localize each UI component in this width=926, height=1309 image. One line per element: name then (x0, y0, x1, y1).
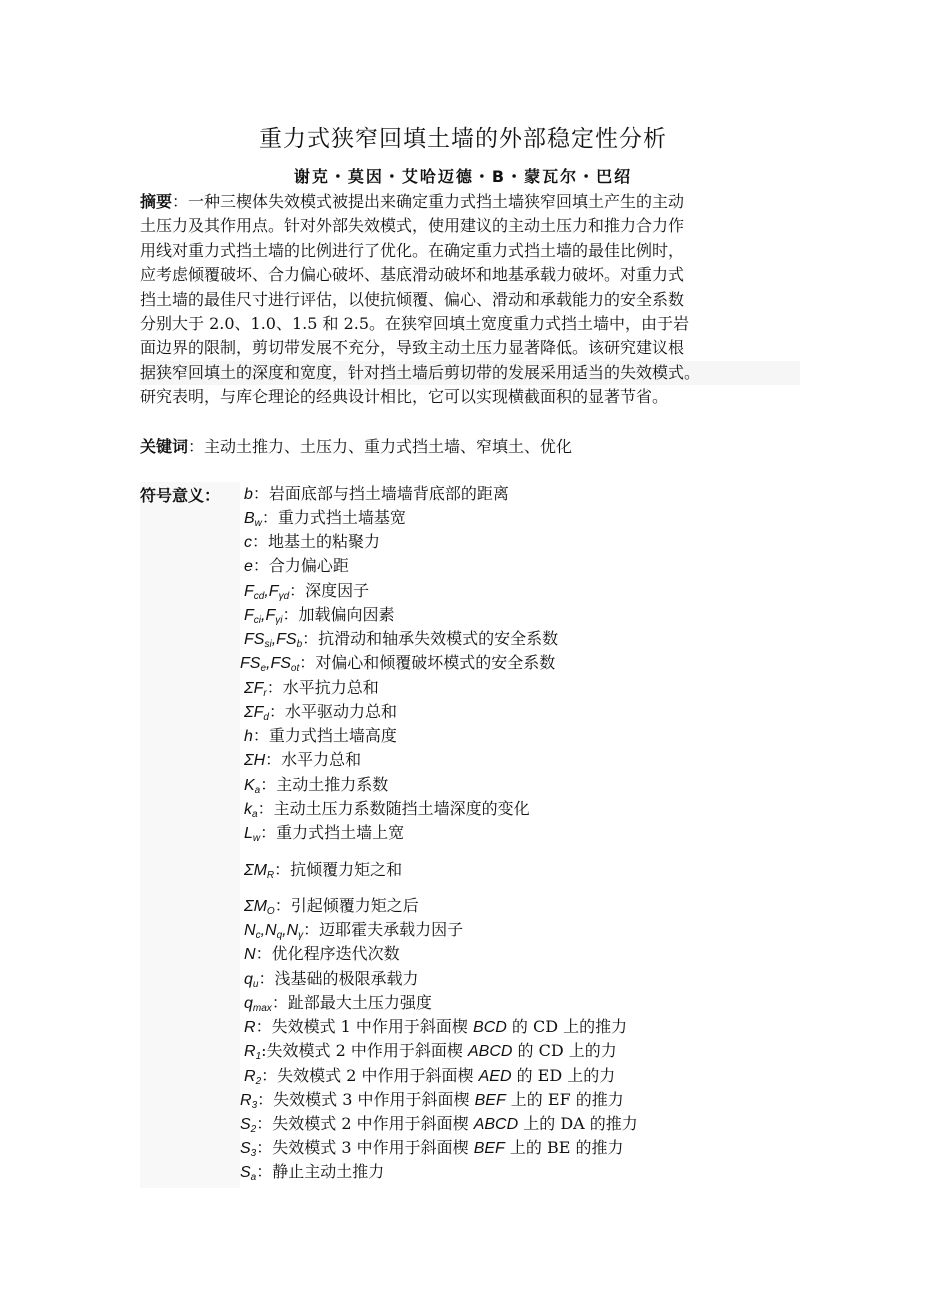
symbol-separator: ： (256, 1162, 273, 1181)
symbol-subscript: q (276, 930, 283, 941)
symbol-subscript: a (252, 809, 258, 820)
symbol-row (244, 918, 463, 942)
symbol-variable: b (244, 486, 253, 503)
symbol-variable: ,FS (271, 631, 297, 648)
symbol-separator: ： (257, 1090, 274, 1109)
symbol-column-shade (140, 482, 240, 1188)
symbol-subscript: w (252, 833, 261, 844)
symbol-row (244, 967, 419, 991)
symbol-definition: 水平力总和 (281, 750, 362, 769)
symbol-variable: ΣH (244, 752, 266, 769)
abstract-line: 研究表明，与库仑理论的经典设计相比，它可以实现横截面积的显著节省。 (140, 387, 669, 407)
symbol-subscript: a (254, 785, 261, 796)
symbol-subscript: d (263, 712, 269, 723)
symbol-separator: ： (255, 1017, 272, 1036)
symbol-variable: F (244, 607, 254, 624)
symbol-definition: 失效模式 3 中作用于斜面楔 BEF 上的 EF 的推力 (273, 1090, 624, 1109)
symbol-definition: 抗滑动和轴承失效模式的安全系数 (318, 629, 559, 648)
wedge-label: AED (478, 1068, 512, 1085)
symbol-separator: ： (274, 896, 291, 915)
abstract-colon: ： (172, 192, 189, 211)
symbol-separator: : (261, 1041, 267, 1060)
symbol-variable: R (244, 1068, 256, 1085)
abstract-label: 摘要 (140, 192, 173, 211)
symbol-variable: ,N (260, 922, 277, 939)
symbol-variable: K (244, 777, 255, 794)
symbol-row (244, 603, 395, 627)
abstract-text: 一种三楔体失效模式被提出来确定重力式挡土墙狭窄回填土产生的主动 (188, 192, 685, 211)
symbol-variable: R (244, 1043, 256, 1060)
symbol-separator: ： (261, 1066, 278, 1085)
symbol-separator: ： (256, 1114, 273, 1133)
symbol-variable: L (244, 825, 253, 842)
symbol-row (244, 748, 361, 772)
symbol-variable: ΣF (244, 680, 264, 697)
symbol-variable: ,N (282, 922, 299, 939)
abstract-line: 用线对重力式挡土墙的比例进行了优化。在确定重力式挡土墙的最佳比例时， (140, 240, 685, 260)
symbol-row (244, 1039, 617, 1063)
symbol-definition: 重力式挡土墙基宽 (277, 508, 406, 527)
symbol-row (244, 1064, 615, 1088)
symbol-subscript: ci (253, 615, 262, 626)
symbol-row (244, 700, 397, 724)
symbol-subscript: γ (298, 930, 304, 941)
symbol-definition: 失效模式 3 中作用于斜面楔 BEF 上的 BE 的推力 (272, 1138, 624, 1157)
symbol-subscript: c (255, 930, 261, 941)
symbol-variable: h (244, 728, 253, 745)
symbol-subscript: γd (278, 591, 290, 602)
symbol-variable: FS (244, 631, 265, 648)
symbol-subscript: e (260, 663, 267, 674)
abstract-line: 分别大于 2.0、1.0、1.5 和 2.5。在狭窄回填土宽度重力式挡土墙中，由于岩 (140, 314, 690, 334)
symbol-definition: 引起倾覆力矩之后 (290, 896, 419, 915)
symbol-subscript: si (264, 639, 272, 650)
paper-title: 重力式狭窄回填土墙的外部稳定性分析 (259, 126, 667, 152)
symbol-variable: q (244, 971, 253, 988)
wedge-label: ABCD (467, 1043, 513, 1060)
symbol-variable: R (244, 1019, 256, 1036)
abstract-section (140, 190, 800, 410)
wedge-label: BEF (473, 1140, 505, 1157)
symbol-definition: 重力式挡土墙高度 (268, 726, 397, 745)
keywords-colon: ： (188, 437, 205, 456)
symbol-row (244, 676, 379, 700)
symbol-definition: 抗倾覆力矩之和 (290, 860, 403, 879)
symbol-row (244, 991, 432, 1015)
keywords-section (140, 434, 572, 457)
symbol-variable: ΣF (244, 704, 264, 721)
symbol-subscript: 2 (255, 1076, 262, 1087)
symbol-variable: c (244, 534, 252, 551)
symbol-subscript: 1 (255, 1051, 262, 1062)
symbol-separator: ： (252, 726, 269, 745)
abstract-line: 应考虑倾覆破坏、合力偏心破坏、基底滑动破坏和地基承载力破坏。对重力式 (140, 265, 685, 285)
symbol-row (244, 894, 419, 918)
abstract-line: 土压力及其作用点。针对外部失效模式，使用建议的主动土压力和推力合力作 (140, 216, 685, 236)
symbol-row (244, 821, 404, 845)
wedge-label: BCD (473, 1019, 507, 1036)
symbol-separator: ： (266, 678, 283, 697)
symbol-definition: 迈耶霍夫承载力因子 (319, 920, 464, 939)
symbol-row (240, 1088, 624, 1112)
symbol-separator: ： (260, 775, 277, 794)
symbol-separator: ： (256, 1138, 273, 1157)
symbol-separator: ： (252, 484, 269, 503)
symbol-separator: ： (255, 944, 272, 963)
symbol-definition: 失效模式 2 中作用于斜面楔 AED 的 ED 上的力 (277, 1066, 616, 1085)
symbol-subscript: ot (290, 663, 300, 674)
symbol-subscript: R (266, 870, 275, 881)
symbol-separator: ： (265, 750, 282, 769)
symbol-row (244, 506, 406, 530)
symbol-definition: 失效模式 2 中作用于斜面楔 ABCD 的 CD 上的力 (266, 1041, 617, 1060)
symbol-variable: e (244, 558, 253, 575)
symbol-row (244, 627, 558, 651)
symbol-separator: ： (260, 823, 277, 842)
symbol-subscript: b (296, 639, 303, 650)
symbol-variable: N (244, 922, 256, 939)
symbol-definition: 主动土压力系数随挡土墙深度的变化 (273, 799, 530, 818)
symbol-separator: ： (252, 556, 269, 575)
symbol-variable: R (240, 1092, 252, 1109)
symbol-row (244, 482, 509, 506)
symbol-row (244, 942, 400, 966)
wedge-label: BEF (474, 1092, 506, 1109)
symbol-row (240, 1112, 638, 1136)
wedge-label: ABCD (473, 1116, 519, 1133)
symbol-definition: 加载偏向因素 (298, 605, 395, 624)
symbol-definition: 静止主动土推力 (272, 1162, 385, 1181)
symbols-label: 符号意义： (140, 486, 221, 505)
symbol-definition: 优化程序迭代次数 (271, 944, 400, 963)
symbol-definition: 岩面底部与挡土墙墙背底部的距离 (268, 484, 509, 503)
symbol-variable: ,FS (266, 655, 291, 672)
symbol-row (240, 1160, 384, 1184)
symbol-definition: 趾部最大土压力强度 (287, 993, 432, 1012)
symbol-separator: ： (257, 799, 274, 818)
symbol-definition: 主动土推力系数 (276, 775, 389, 794)
symbol-row (240, 651, 555, 675)
symbol-definition: 浅基础的极限承载力 (274, 969, 419, 988)
symbol-separator: ： (282, 605, 299, 624)
symbol-separator: ： (261, 508, 278, 527)
symbol-variable: ΣM (244, 862, 267, 879)
symbol-separator: ： (299, 653, 316, 672)
symbol-separator: ： (258, 969, 275, 988)
abstract-line: 据狭窄回填土的深度和宽度，针对挡土墙后剪切带的发展采用适当的失效模式。 (140, 361, 800, 385)
symbol-subscript: 2 (250, 1124, 257, 1135)
symbol-row (244, 579, 369, 603)
symbol-variable: ,F (264, 583, 279, 600)
symbol-definition: 对偏心和倾覆破坏模式的安全系数 (315, 653, 556, 672)
symbol-separator: ： (271, 993, 288, 1012)
symbol-definition: 合力偏心距 (268, 556, 349, 575)
symbol-variable: q (244, 995, 253, 1012)
symbol-separator: ： (289, 581, 306, 600)
symbol-variable: ,F (261, 607, 276, 624)
keywords-label: 关键词 (140, 437, 189, 456)
abstract-line (140, 190, 800, 214)
symbol-definition: 失效模式 1 中作用于斜面楔 BCD 的 CD 上的推力 (271, 1017, 628, 1036)
symbol-separator: ： (274, 860, 291, 879)
symbol-definition: 深度因子 (305, 581, 370, 600)
symbol-subscript: γi (275, 615, 283, 626)
symbol-subscript: 3 (250, 1148, 257, 1159)
symbol-separator: ： (302, 629, 319, 648)
symbol-subscript: cd (253, 591, 265, 602)
symbol-variable: S (240, 1116, 251, 1133)
symbol-row (244, 724, 397, 748)
symbol-row (244, 1015, 627, 1039)
symbol-variable: S (240, 1164, 251, 1181)
symbol-subscript: u (252, 979, 259, 990)
symbol-separator: ： (268, 702, 285, 721)
symbol-variable: k (244, 801, 252, 818)
symbol-variable: ΣM (244, 898, 267, 915)
symbol-definition: 水平抗力总和 (282, 678, 379, 697)
symbol-definition: 失效模式 2 中作用于斜面楔 ABCD 上的 DA 的推力 (272, 1114, 638, 1133)
symbol-row (244, 554, 349, 578)
abstract-line: 挡土墙的最佳尺寸进行评估，以使抗倾覆、偏心、滑动和承载能力的安全系数 (140, 289, 685, 309)
symbol-subscript: max (252, 1003, 272, 1014)
symbol-definition: 水平驱动力总和 (284, 702, 397, 721)
symbol-variable: FS (240, 655, 261, 672)
keywords-text: 主动土推力、土压力、重力式挡土墙、窄填土、优化 (204, 437, 573, 456)
symbol-subscript: a (250, 1172, 257, 1183)
paper-authors: 谢克・莫因・艾哈迈德・B・蒙瓦尔・巴绍 (293, 167, 633, 186)
symbol-separator: ： (252, 532, 269, 551)
symbol-variable: N (244, 946, 256, 963)
symbol-subscript: 3 (251, 1100, 258, 1111)
symbol-separator: ： (303, 920, 320, 939)
symbol-subscript: w (254, 518, 262, 529)
symbol-row (240, 1136, 624, 1160)
symbol-row (244, 530, 380, 554)
symbol-variable: F (244, 583, 254, 600)
symbol-definition: 重力式挡土墙上宽 (276, 823, 405, 842)
symbol-row (244, 858, 402, 882)
symbol-definition: 地基土的粘聚力 (268, 532, 381, 551)
symbol-subscript: r (263, 688, 267, 699)
symbol-variable: S (240, 1140, 251, 1157)
symbol-row (244, 797, 530, 821)
symbol-subscript: O (266, 906, 275, 917)
symbol-row (244, 773, 388, 797)
symbol-variable: B (244, 510, 255, 527)
abstract-line: 面边界的限制，剪切带发展不充分，导致主动土压力显著降低。该研究建议根 (140, 338, 685, 358)
